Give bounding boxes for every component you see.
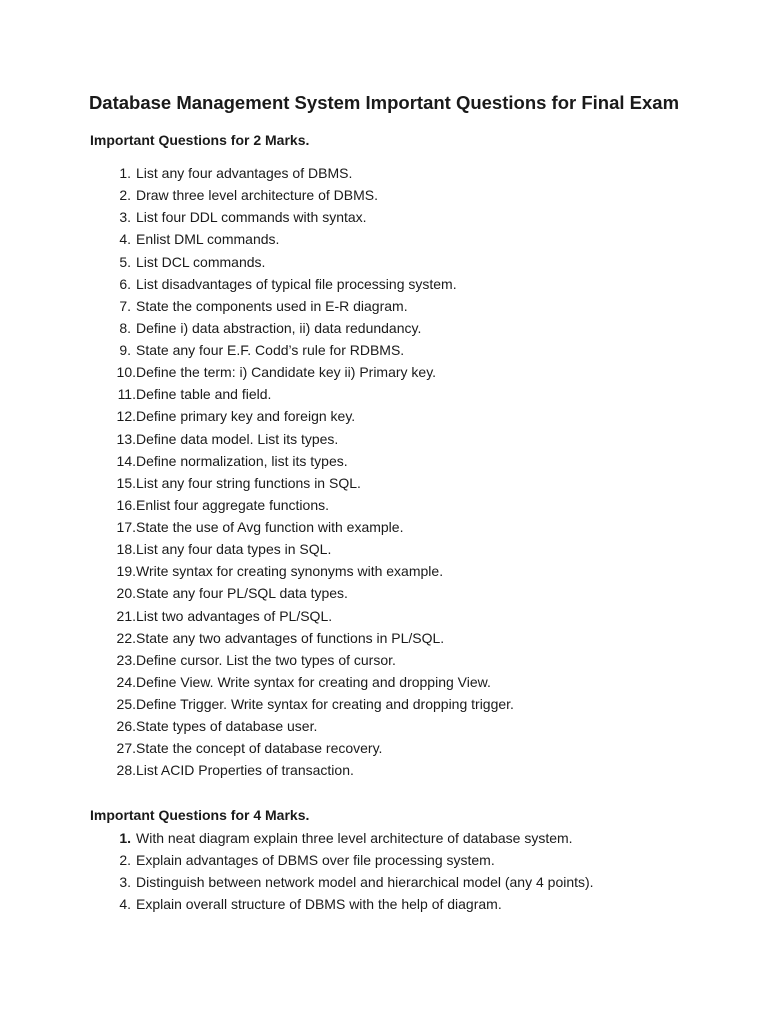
- list-item: [0, 560, 768, 582]
- question-text: Define Trigger. Write syntax for creating and dropping trigger.: [136, 696, 514, 712]
- question-number: 27.: [116, 740, 136, 757]
- question-text: Enlist DML commands.: [136, 231, 280, 248]
- question-text: State any four PL/SQL data types.: [136, 585, 348, 602]
- question-number: 22.: [116, 629, 136, 646]
- question-number: 7.: [119, 297, 131, 314]
- list-item: [0, 339, 768, 361]
- question-number: 14.: [116, 452, 136, 469]
- question-text: State types of database user.: [136, 718, 318, 735]
- list-item: [0, 228, 768, 250]
- question-text: Explain advantages of DBMS over file processing system.: [136, 852, 495, 869]
- list-item: [0, 206, 768, 228]
- question-text: List two advantages of PL/SQL.: [136, 607, 333, 624]
- question-number: 1.: [119, 830, 131, 846]
- list-item: [0, 516, 768, 538]
- question-text: State any two advantages of functions in PL/SQL.: [136, 629, 445, 646]
- question-number: 15.: [116, 474, 136, 491]
- question-number: 6.: [119, 275, 131, 292]
- question-text: With neat diagram explain three level architecture of database system.: [136, 830, 573, 846]
- question-text: Define cursor. List the two types of cursor.: [136, 651, 396, 668]
- question-number: 20.: [116, 585, 136, 602]
- question-text: Write syntax for creating synonyms with example.: [136, 563, 444, 580]
- question-text: State the components used in E-R diagram.: [136, 297, 408, 314]
- list-item: [0, 538, 768, 560]
- question-number: 4.: [119, 896, 131, 913]
- list-item: [0, 273, 768, 295]
- question-text: Explain overall structure of DBMS with the help of diagram.: [136, 896, 502, 913]
- question-number: 18.: [116, 541, 136, 558]
- list-item: [0, 737, 768, 759]
- question-number: 2.: [119, 187, 131, 204]
- question-text: Define View. Write syntax for creating and dropping View.: [136, 673, 491, 690]
- question-list-2-marks: [0, 162, 768, 782]
- document-title: Database Management System Important Questions for Final Exam: [88, 92, 680, 113]
- list-item: [0, 827, 768, 849]
- question-number: 12.: [116, 408, 136, 425]
- question-number: 25.: [116, 696, 136, 712]
- list-item: [0, 494, 768, 516]
- list-item: [0, 361, 768, 383]
- question-number: 13.: [116, 430, 136, 447]
- question-number: 24.: [116, 673, 136, 690]
- question-text: Define i) data abstraction, ii) data redundancy.: [136, 319, 422, 336]
- section-heading-4-marks: Important Questions for 4 Marks.: [90, 807, 310, 823]
- list-item: [0, 383, 768, 405]
- list-item: [0, 849, 768, 871]
- question-text: Define normalization, list its types.: [136, 452, 348, 469]
- list-item: [0, 162, 768, 184]
- question-number: 17.: [116, 519, 136, 535]
- question-number: 8.: [119, 319, 131, 336]
- list-item: [0, 295, 768, 317]
- list-item: [0, 893, 768, 915]
- question-number: 28.: [116, 762, 136, 779]
- list-item: [0, 715, 768, 737]
- question-text: Distinguish between network model and hierarchical model (any 4 points).: [136, 874, 594, 891]
- list-item: [0, 450, 768, 472]
- question-number: 23.: [116, 651, 136, 668]
- list-item: [0, 472, 768, 494]
- list-item: [0, 871, 768, 893]
- question-number: 21.: [116, 607, 136, 624]
- list-item: [0, 317, 768, 339]
- question-number: 9.: [119, 342, 131, 358]
- question-text: Define the term: i) Candidate key ii) Primary key.: [136, 364, 437, 381]
- question-number: 3.: [119, 209, 131, 226]
- question-number: 5.: [119, 253, 131, 270]
- list-item: [0, 627, 768, 649]
- question-text: List any four data types in SQL.: [136, 541, 332, 558]
- question-text: State the use of Avg function with example.: [136, 519, 404, 535]
- list-item: [0, 428, 768, 450]
- list-item: [0, 649, 768, 671]
- question-text: Define primary key and foreign key.: [136, 408, 356, 425]
- question-text: Define table and field.: [136, 386, 272, 403]
- question-text: Define data model. List its types.: [136, 430, 339, 447]
- question-number: 2.: [119, 852, 131, 869]
- question-list-4-marks: [0, 827, 768, 916]
- list-item: [0, 184, 768, 206]
- question-text: Draw three level architecture of DBMS.: [136, 187, 378, 204]
- question-number: 19.: [116, 563, 136, 580]
- question-number: 11.: [117, 386, 136, 403]
- question-number: 10.: [116, 364, 136, 381]
- question-text: List ACID Properties of transaction.: [136, 762, 354, 779]
- question-text: State any four E.F. Codd’s rule for RDBMS.: [136, 342, 405, 358]
- question-number: 4.: [119, 231, 131, 248]
- list-item: [0, 582, 768, 604]
- question-number: 26.: [116, 718, 136, 735]
- question-number: 3.: [119, 874, 131, 891]
- question-number: 16.: [116, 496, 136, 513]
- question-text: State the concept of database recovery.: [136, 740, 383, 757]
- question-text: List DCL commands.: [136, 253, 266, 270]
- list-item: [0, 759, 768, 781]
- question-number: 1.: [119, 165, 131, 181]
- section-heading-2-marks: Important Questions for 2 Marks.: [90, 132, 310, 148]
- question-text: List any four string functions in SQL.: [136, 474, 361, 491]
- question-text: List any four advantages of DBMS.: [136, 165, 353, 181]
- list-item: [0, 671, 768, 693]
- question-text: List four DDL commands with syntax.: [136, 209, 367, 226]
- question-text: Enlist four aggregate functions.: [136, 496, 330, 513]
- list-item: [0, 693, 768, 715]
- list-item: [0, 405, 768, 427]
- question-text: List disadvantages of typical file processing system.: [136, 275, 457, 292]
- list-item: [0, 605, 768, 627]
- list-item: [0, 251, 768, 273]
